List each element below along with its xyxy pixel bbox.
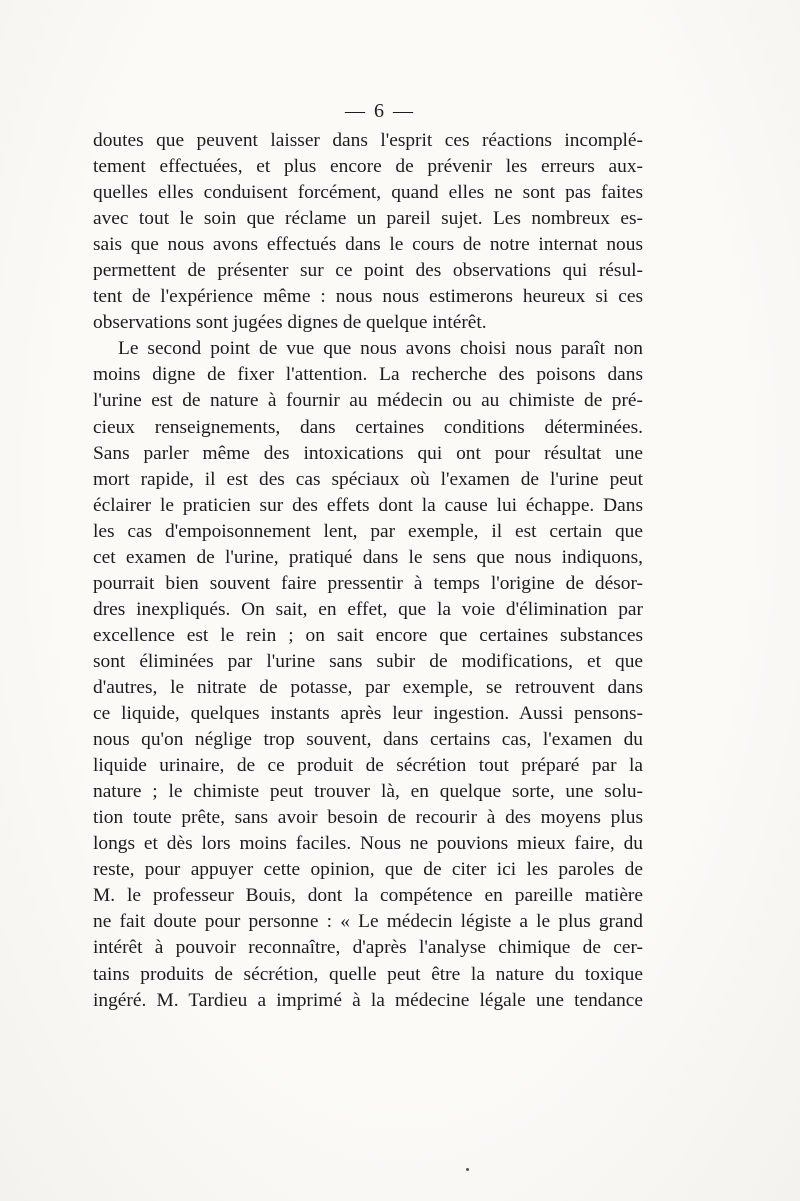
text-line: dres inexpliqués. On sait, en effet, que la voie d'élimination par [93, 598, 643, 620]
text-line: quelles elles conduisent forcément, quand elles ne sont pas faites [93, 182, 643, 204]
text-line: sais que nous avons effectués dans le cours de notre internat nous [93, 234, 643, 256]
text-line: mort rapide, il est des cas spéciaux où l'examen de l'urine peut [93, 468, 643, 490]
text-line: tion toute prête, sans avoir besoin de recourir à des moyens plus [93, 807, 643, 829]
paper-speck [466, 1168, 469, 1171]
text-line: les cas d'empoisonnement lent, par exemple, il est certain que [93, 520, 643, 542]
text-line: ingéré. M. Tardieu a imprimé à la médecine légale une tendance [93, 989, 643, 1011]
text-line: cet examen de l'urine, pratiqué dans le sens que nous indiquons, [93, 546, 643, 568]
text-line: l'urine est de nature à fournir au médecin ou au chimiste de pré- [93, 390, 643, 412]
text-line: reste, pour appuyer cette opinion, que de citer ici les paroles de [93, 859, 643, 881]
text-line: liquide urinaire, de ce produit de sécrétion tout préparé par la [93, 755, 643, 777]
text-line: observations sont jugées dignes de quelque intérêt. [93, 312, 487, 334]
text-line: doutes que peuvent laisser dans l'esprit ces réactions incomplé- [93, 130, 643, 151]
text-line: permettent de présenter sur ce point des observations qui résul- [93, 260, 643, 282]
text-line: moins digne de fixer l'attention. La recherche des poisons dans [93, 364, 643, 386]
text-line: cieux renseignements, dans certaines conditions déterminées. [93, 416, 643, 438]
text-line: M. le professeur Bouis, dont la compétence en pareille matière [93, 885, 643, 907]
text-line: tent de l'expérience même : nous nous estimerons heureux si ces [93, 286, 643, 308]
text-line: ce liquide, quelques instants après leur ingestion. Aussi pensons- [93, 703, 643, 725]
page-number: — 6 — [345, 100, 415, 122]
text-line: éclairer le praticien sur des effets dont la cause lui échappe. Dans [93, 494, 643, 516]
text-line: intérêt à pouvoir reconnaître, d'après l'analyse chimique de cer- [93, 937, 643, 959]
text-line: sont éliminées par l'urine sans subir de modifications, et que [93, 650, 643, 672]
text-line: Sans parler même des intoxications qui ont pour résultat une [93, 442, 643, 464]
text-line: nous qu'on néglige trop souvent, dans certains cas, l'examen du [93, 729, 643, 751]
text-line: Le second point de vue que nous avons choisi nous paraît non [118, 338, 643, 360]
body-text [93, 128, 643, 1014]
text-line: tement effectuées, et plus encore de prévenir les erreurs aux- [93, 156, 643, 178]
text-line: tains produits de sécrétion, quelle peut être la nature du toxique [93, 963, 643, 985]
text-line: pourrait bien souvent faire pressentir à temps l'origine de désor- [93, 572, 643, 594]
text-line: nature ; le chimiste peut trouver là, en quelque sorte, une solu- [93, 781, 643, 803]
text-line: d'autres, le nitrate de potasse, par exemple, se retrouvent dans [93, 676, 643, 698]
text-line: excellence est le rein ; on sait encore que certaines substances [93, 624, 643, 646]
text-line: longs et dès lors moins faciles. Nous ne pouvions mieux faire, du [93, 833, 643, 855]
text-line: ne fait doute pour personne : « Le médecin légiste a le plus grand [93, 911, 643, 933]
text-line: avec tout le soin que réclame un pareil sujet. Les nombreux es- [93, 208, 643, 230]
